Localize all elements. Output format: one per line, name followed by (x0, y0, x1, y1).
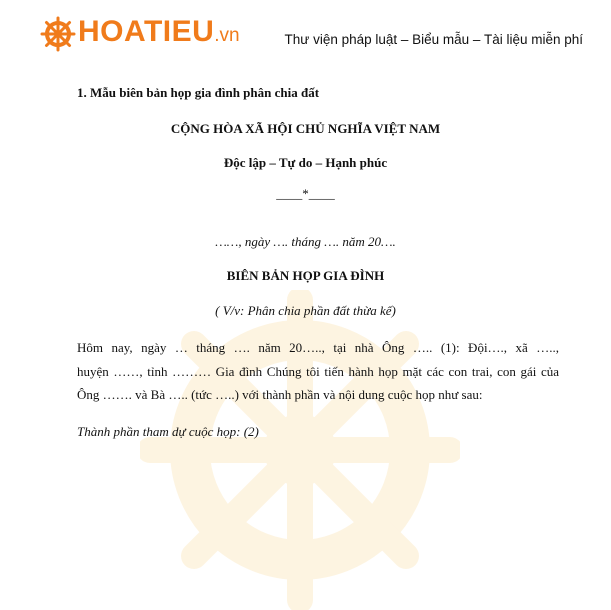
motto: Độc lập – Tự do – Hạnh phúc (223, 155, 388, 170)
divider: ____*____ (276, 186, 335, 201)
document-subtitle: ( V/v: Phân chia phần đất thừa kế) (215, 303, 396, 318)
logo-suffix: .vn (214, 25, 240, 46)
site-logo[interactable] (40, 16, 240, 52)
nation-title: CỘNG HÒA XÃ HỘI CHỦ NGHĨA VIỆT NAM (170, 121, 441, 136)
watermark-wheel-icon (140, 290, 460, 610)
site-tagline: Thư viện pháp luật – Biểu mẫu – Tài liệu miễn phí (284, 32, 583, 47)
paragraph-line: Hôm nay, ngày … tháng …. năm 20….., tại nhà Ông ….. (1): Đội…., xã ….., (77, 340, 559, 355)
site-header (0, 0, 611, 70)
date-line: ……, ngày …. tháng …. năm 20…. (215, 234, 396, 249)
logo-text: HOATIEU.vn (78, 15, 240, 48)
section-heading: 1. Mẫu biên bản họp gia đình phân chia đất (77, 85, 320, 100)
paragraph-line: huyện ……, tỉnh ……… Gia đình Chúng tôi tiến hành họp mặt các con trai, con gái của (77, 364, 559, 379)
participants-heading: Thành phần tham dự cuộc họp: (2) (77, 424, 259, 439)
paragraph-line: Ông ……. và Bà ….. (tức …..) với thành phần và nội dung cuộc họp như sau: (77, 387, 483, 402)
ship-wheel-icon (40, 16, 76, 52)
document-title: BIÊN BẢN HỌP GIA ĐÌNH (226, 268, 385, 283)
